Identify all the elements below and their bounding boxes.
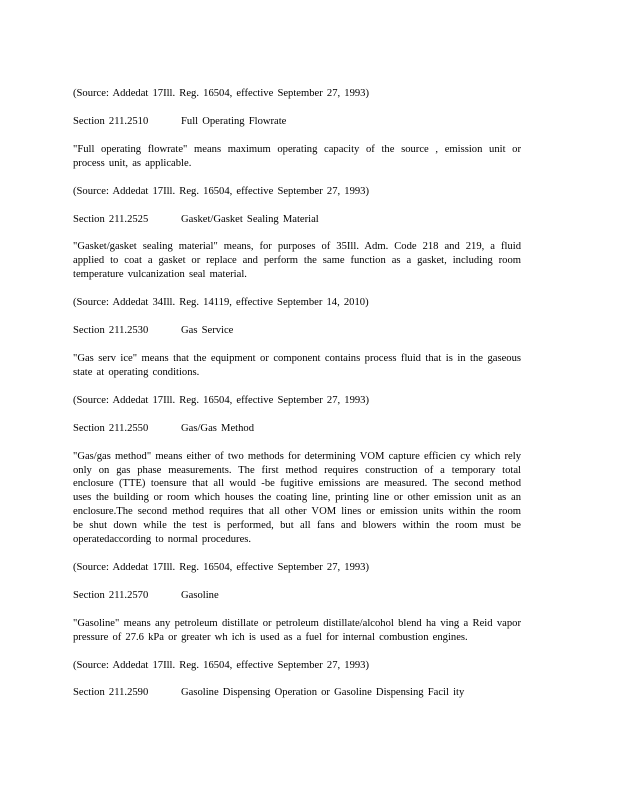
section-heading bbox=[73, 422, 521, 436]
document-body bbox=[73, 87, 521, 714]
source-note: (Source: Addedat 17Ill. Reg. 16504, effective September 27, 1993) bbox=[73, 394, 369, 406]
section-heading bbox=[73, 589, 521, 603]
section-heading bbox=[73, 213, 521, 227]
section-title: Full Operating Flowrate bbox=[181, 115, 287, 127]
section-heading bbox=[73, 686, 521, 700]
section-title: Gas/Gas Method bbox=[181, 422, 254, 434]
section-number: Section 211.2550 bbox=[73, 422, 149, 434]
definition-paragraph: "Full operating flowrate" means maximum operating capacity of the source , emission unit or process unit, as applicable. bbox=[73, 143, 521, 169]
definition-paragraph: "Gasoline" means any petroleum distillate or petroleum distillate/alcohol blend ha ving a Reid vapor pressure of 27.6 kPa or greater wh ich is used as a fuel for internal combustion engines. bbox=[73, 617, 521, 643]
source-note: (Source: Addedat 17Ill. Reg. 16504, effective September 27, 1993) bbox=[73, 659, 369, 671]
section-heading bbox=[73, 324, 521, 338]
section-title: Gasoline bbox=[181, 589, 219, 601]
section-heading bbox=[73, 115, 521, 129]
definition-paragraph: "Gas/gas method" means either of two methods for determining VOM capture efficien cy which rely only on gas phase measurements. The first method requires construction of a temporary total enclosure (TTE) toensure that all would -be fugitive emissions are measured. The second method uses the building or room which houses the coating line, printing line or other emission unit as an enclosure.The second method requires that all other VOM lines or emission units within the room be shut down while the test is performed, but all fans and blowers within the room must be operatedaccording to normal procedures. bbox=[73, 450, 521, 546]
section-title: Gasket/Gasket Sealing Material bbox=[181, 213, 319, 225]
section-number: Section 211.2530 bbox=[73, 325, 149, 337]
section-title: Gas Service bbox=[181, 325, 234, 337]
source-note: (Source: Addedat 17Ill. Reg. 16504, effective September 27, 1993) bbox=[73, 185, 369, 197]
section-number: Section 211.2570 bbox=[73, 589, 149, 601]
section-number: Section 211.2590 bbox=[73, 687, 149, 699]
section-title: Gasoline Dispensing Operation or Gasoline Dispensing Facil ity bbox=[181, 687, 465, 699]
source-note: (Source: Addedat 34Ill. Reg. 14119, effective September 14, 2010) bbox=[73, 297, 369, 309]
section-number: Section 211.2510 bbox=[73, 115, 149, 127]
section-number: Section 211.2525 bbox=[73, 213, 149, 225]
definition-paragraph: "Gasket/gasket sealing material" means, for purposes of 35Ill. Adm. Code 218 and 219, a fluid applied to coat a gasket or replace and perform the same function as a gasket, including room temperature vulcanization seal material. bbox=[73, 241, 521, 281]
definition-paragraph: "Gas serv ice" means that the equipment or component contains process fluid that is in the gaseous state at operating conditions. bbox=[73, 352, 521, 378]
source-note: (Source: Addedat 17Ill. Reg. 16504, effective September 27, 1993) bbox=[73, 561, 369, 573]
source-note: (Source: Addedat 17Ill. Reg. 16504, effective September 27, 1993) bbox=[73, 88, 369, 99]
